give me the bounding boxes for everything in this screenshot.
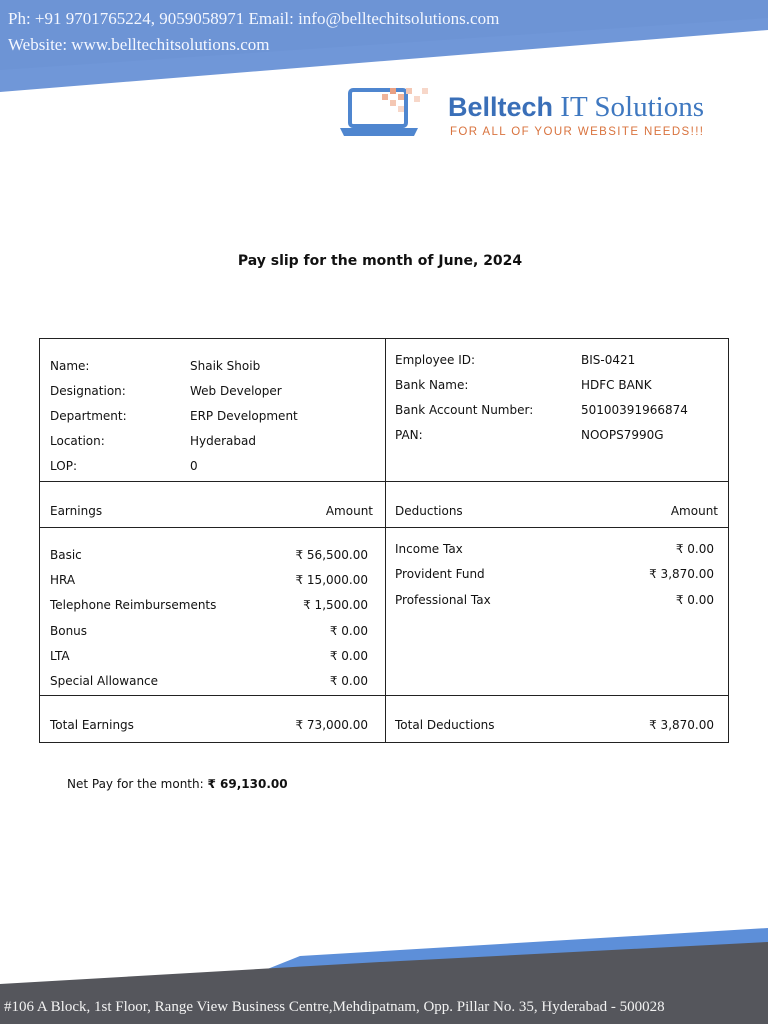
row-divider [40,481,728,482]
earning-item-label: Special Allowance [50,674,159,688]
deduction-item-amount: ₹ 3,870.00 [649,567,714,581]
company-tagline: FOR ALL OF YOUR WEBSITE NEEDS!!! [450,126,705,138]
account-number-value: 50100391966874 [581,403,688,417]
deduction-item-amount: ₹ 0.00 [675,542,714,556]
department-label: Department: [50,409,127,423]
earning-item-amount: ₹ 15,000.00 [295,573,368,587]
location-value: Hyderabad [190,434,256,448]
bank-name-value: HDFC BANK [581,378,652,392]
total-deductions-label: Total Deductions [395,718,495,732]
deduction-item-label: Professional Tax [395,593,491,607]
pan-value: NOOPS7990G [581,428,664,442]
employee-name-label: Name: [50,359,90,373]
bank-name-label: Bank Name: [395,378,469,392]
lop-label: LOP: [50,459,77,473]
total-deductions-amount: ₹ 3,870.00 [649,718,714,732]
earning-item-amount: ₹ 0.00 [329,674,368,688]
department-value: ERP Development [190,409,298,423]
employee-name-value: Shaik Shoib [190,359,261,373]
earning-item-amount: ₹ 0.00 [329,649,368,663]
earnings-amount-header: Amount [325,504,373,518]
earning-item-label: Basic [50,548,82,562]
header-contact-line: Ph: +91 9701765224, 9059058971 Email: info@belltechitsolutions.com [8,9,500,28]
earning-item-label: Telephone Reimbursements [50,598,217,612]
deductions-header: Deductions [395,504,463,518]
location-label: Location: [50,434,105,448]
net-pay [67,777,288,791]
earnings-header: Earnings [50,504,103,518]
company-logo [338,84,758,148]
employee-id-label: Employee ID: [395,353,476,367]
column-divider [385,339,386,742]
designation-value: Web Developer [190,384,282,398]
deduction-item-amount: ₹ 0.00 [675,593,714,607]
earning-item-amount: ₹ 0.00 [329,624,368,638]
header-website-line: Website: www.belltechitsolutions.com [8,35,270,54]
pan-label: PAN: [395,428,423,442]
account-number-label: Bank Account Number: [395,403,534,417]
designation-label: Designation: [50,384,126,398]
row-divider [40,695,728,696]
total-earnings-label: Total Earnings [50,718,134,732]
company-name: Belltech IT Solutions [448,91,704,123]
earning-item-amount: ₹ 1,500.00 [303,598,368,612]
earning-item-label: LTA [50,649,70,663]
earning-item-label: HRA [50,573,76,587]
net-pay-label: Net Pay for the month: [67,777,208,791]
earning-item-label: Bonus [50,624,88,638]
payslip-title: Pay slip for the month of June, 2024 [237,253,523,269]
footer-address: #106 A Block, 1st Floor, Range View Business Centre,Mehdipatnam, Opp. Pillar No. 35, Hyderabad - 500028 [4,999,665,1015]
total-earnings-amount: ₹ 73,000.00 [295,718,368,732]
employee-id-value: BIS-0421 [581,353,636,367]
lop-value: 0 [190,459,198,473]
payslip-table [39,338,729,743]
deduction-item-label: Income Tax [395,542,463,556]
row-divider [40,527,728,528]
laptop-icon [338,84,444,140]
deduction-item-label: Provident Fund [395,567,485,581]
earning-item-amount: ₹ 56,500.00 [295,548,368,562]
net-pay-value: ₹ 69,130.00 [207,777,288,791]
deductions-amount-header: Amount [670,504,718,518]
